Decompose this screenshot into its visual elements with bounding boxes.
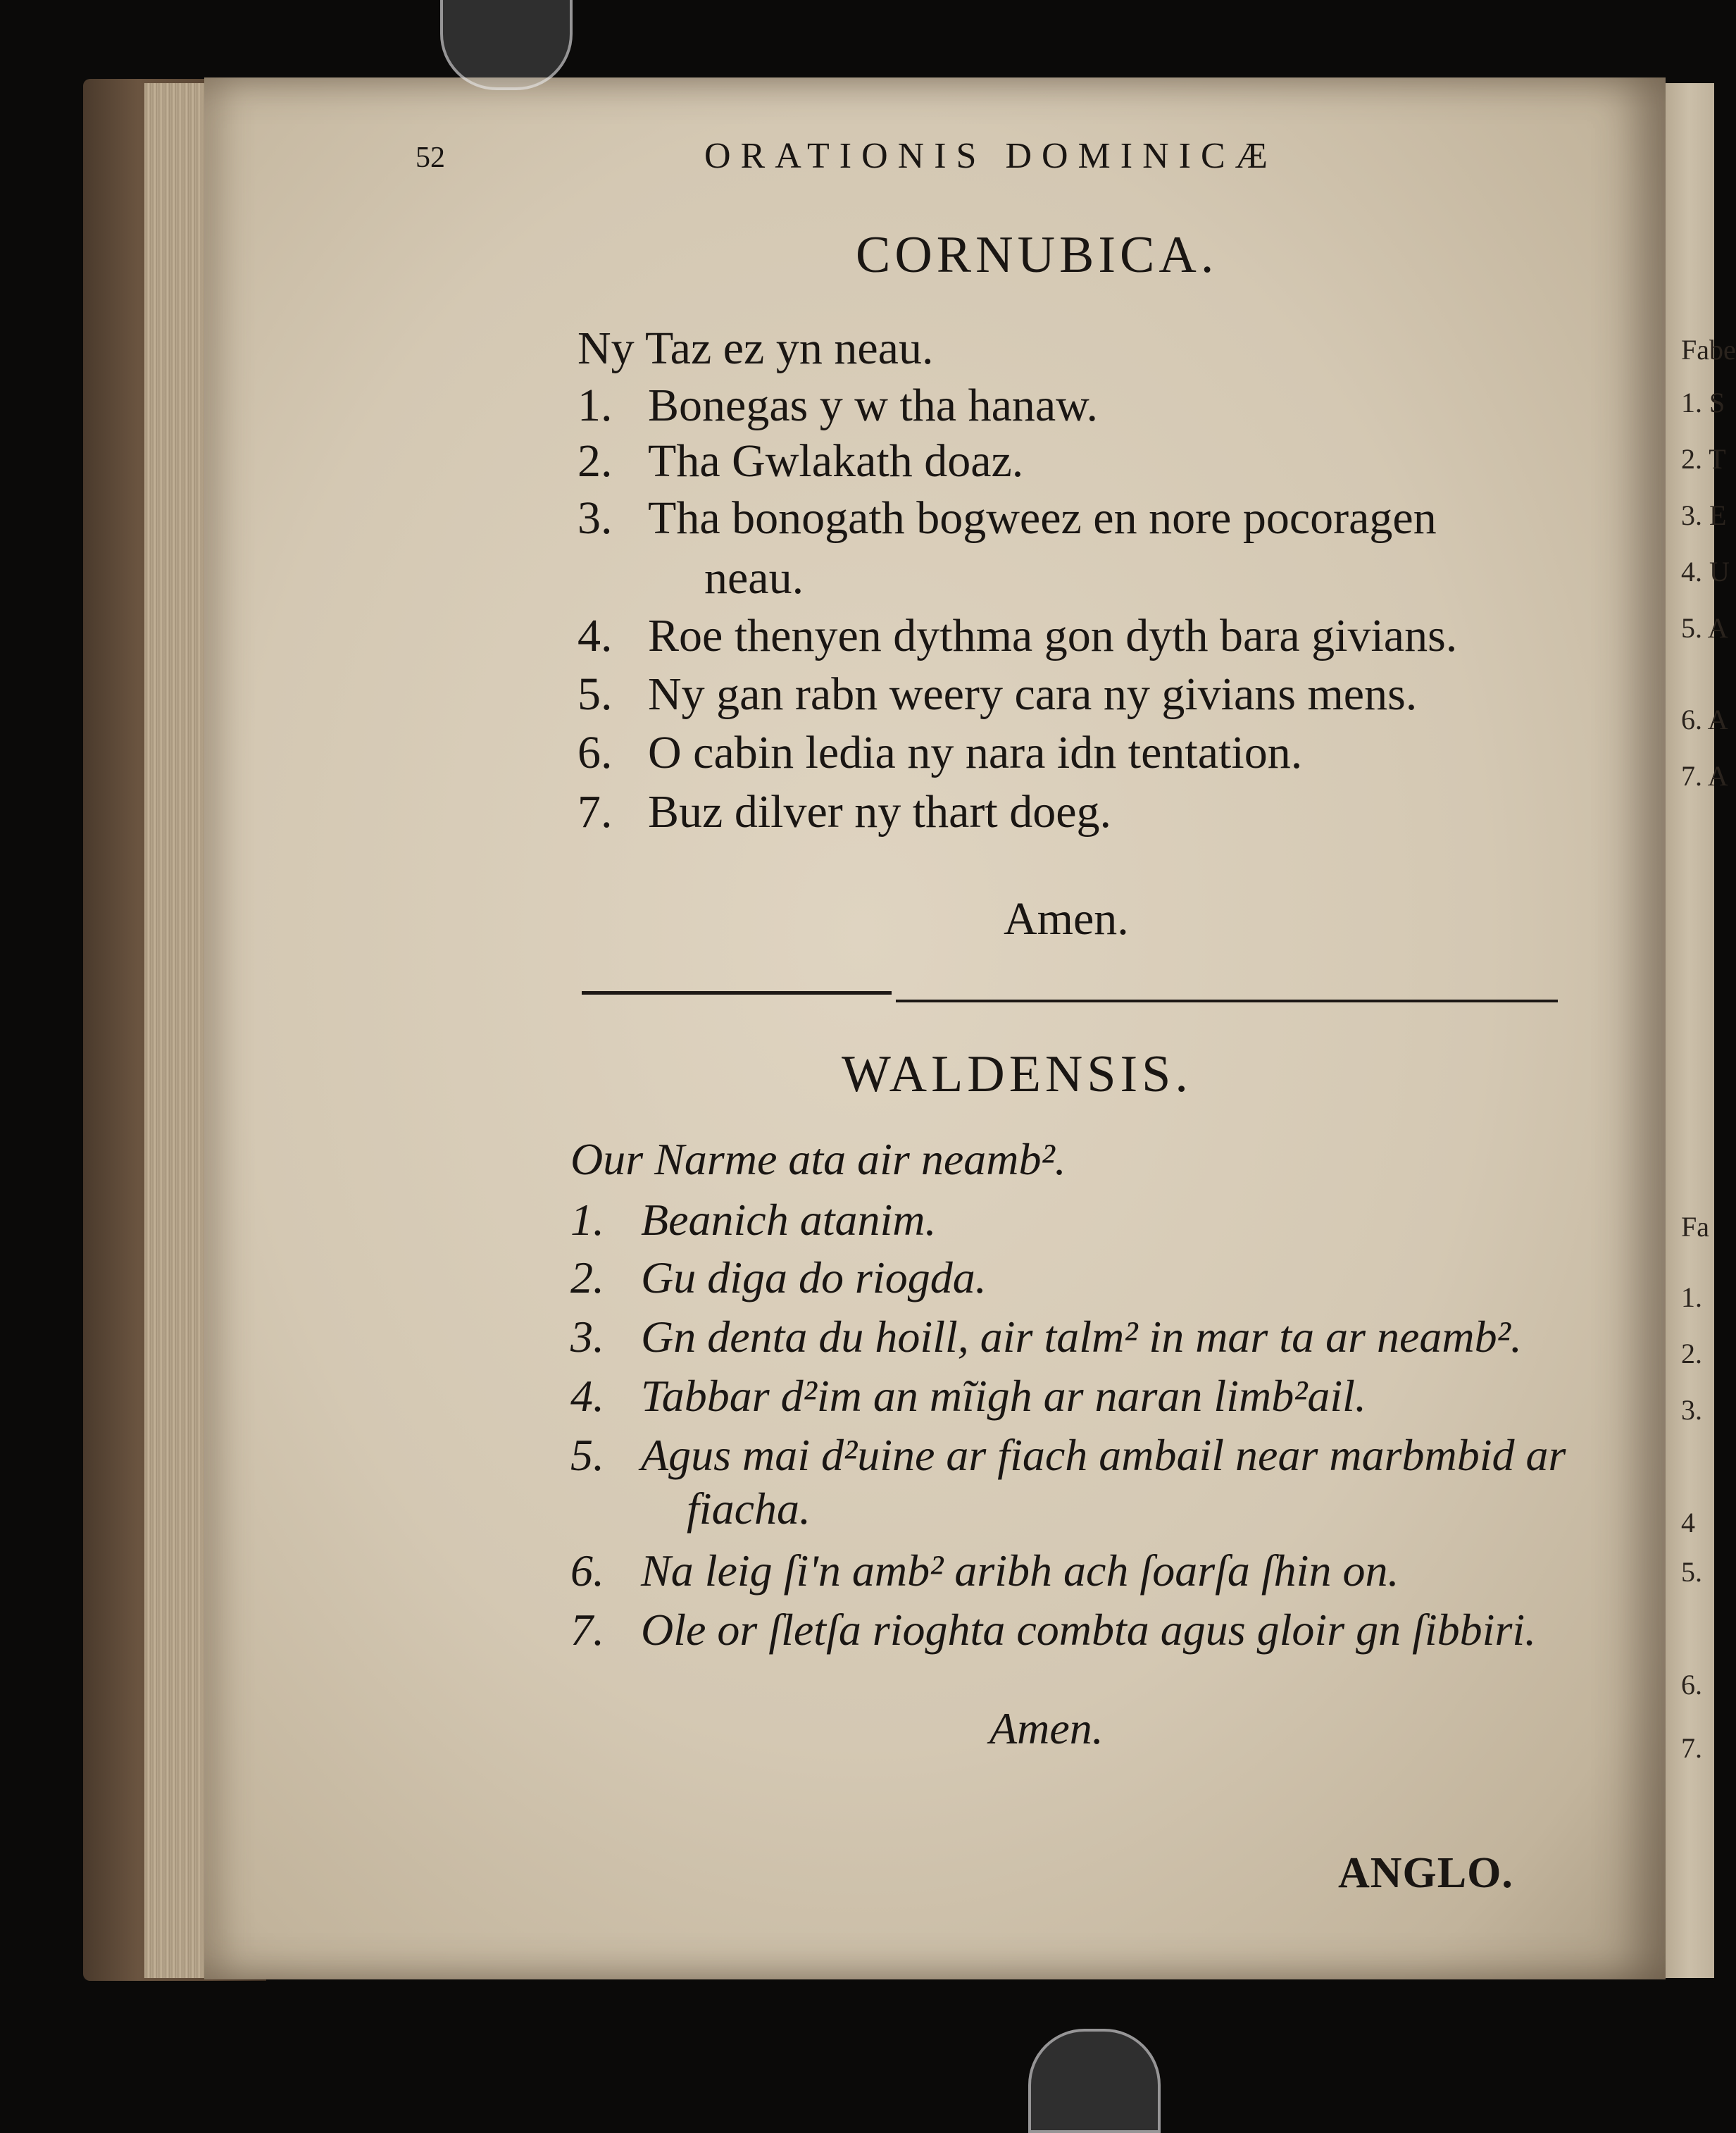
prayer-line <box>577 435 1024 487</box>
prayer-line <box>570 1252 987 1302</box>
line-text: Agus mai d²uine ar fiach ambail near marbmbid ar <box>641 1430 1566 1480</box>
prayer-line <box>570 1314 1522 1360</box>
line-number: 3. <box>570 1312 604 1362</box>
facing-page-fragment: 5. A <box>1681 612 1728 644</box>
prayer-line <box>570 1195 937 1245</box>
line-number: 3. <box>577 492 613 544</box>
prayer-line <box>570 1430 1566 1480</box>
facing-page-fragment: 3. <box>1681 1394 1702 1426</box>
facing-page-fragment: 2. T <box>1681 443 1726 475</box>
amen-cornubica: Amen. <box>1004 893 1129 945</box>
line-number: 1. <box>570 1195 604 1245</box>
facing-page-fragment: 6. A <box>1681 704 1728 735</box>
facing-page-fragment: 5. <box>1681 1556 1702 1588</box>
facing-page-fragment: 4. U <box>1681 556 1730 587</box>
line-number: 5. <box>570 1430 604 1480</box>
page-number: 52 <box>416 142 445 174</box>
prayer-opening: Ny Taz ez yn neau. <box>577 323 934 374</box>
line-text: O cabin ledia ny nara idn tentation. <box>648 727 1303 778</box>
line-text: Gn denta du hoill, air talm² in mar ta ar neamb². <box>641 1312 1522 1362</box>
section-title-cornubica: CORNUBICA. <box>856 226 1218 284</box>
running-title: ORATIONIS DOMINICÆ <box>704 136 1278 176</box>
line-number: 6. <box>570 1546 604 1596</box>
line-text: Bonegas y w tha hanaw. <box>648 380 1099 431</box>
line-number: 4. <box>570 1371 604 1421</box>
line-number: 5. <box>577 668 613 720</box>
line-text: Beanich atanim. <box>641 1195 937 1245</box>
line-number: 4. <box>577 610 613 661</box>
prayer-line <box>577 727 1303 778</box>
prayer-line <box>570 1607 1536 1653</box>
amen-waldensis: Amen. <box>989 1703 1104 1753</box>
prayer-line <box>577 786 1112 838</box>
line-number: 6. <box>577 727 613 778</box>
prayer-line <box>577 610 1458 661</box>
prayer-line <box>577 380 1099 431</box>
prayer-line <box>570 1546 1399 1596</box>
line-number: 7. <box>570 1605 604 1655</box>
section-divider <box>896 1000 1558 1002</box>
prayer-opening: Our Narme ata air neamb². <box>570 1134 1066 1184</box>
facing-page-fragment: 7. A <box>1681 760 1728 792</box>
line-text: Ny gan rabn weery cara ny givians mens. <box>648 668 1418 720</box>
prayer-line-continuation: neau. <box>704 552 804 604</box>
line-text: Tha bonogath bogweez en nore pocoragen <box>648 492 1437 544</box>
line-text: Tabbar d²im an mĩigh ar naran limb²ail. <box>641 1371 1366 1421</box>
line-text: Na leig ſi'n amb² aribh ach ſoarſa ſhin on. <box>641 1546 1399 1596</box>
line-number: 2. <box>570 1252 604 1302</box>
line-number: 7. <box>577 786 613 838</box>
facing-page-fragment: 4 <box>1681 1507 1695 1538</box>
prayer-line <box>577 668 1418 720</box>
line-text: Tha Gwlakath doaz. <box>648 435 1024 487</box>
section-title-waldensis: WALDENSIS. <box>842 1045 1192 1103</box>
line-number: 2. <box>577 435 613 487</box>
book-clip-top <box>440 0 573 90</box>
facing-page-fragment: 3. E <box>1681 499 1727 531</box>
prayer-line <box>570 1371 1366 1421</box>
book-clip-bottom <box>1028 2029 1161 2133</box>
line-text: Ole or ſletſa rioghta combta agus gloir gn ſibbiri. <box>641 1605 1537 1655</box>
line-text: Roe thenyen dythma gon dyth bara givians. <box>648 610 1458 661</box>
facing-page-fragment: 6. <box>1681 1669 1702 1700</box>
catchword: ANGLO. <box>1338 1849 1513 1897</box>
facing-page-fragment: 1. <box>1681 1281 1702 1313</box>
facing-page-fragment: 2. <box>1681 1338 1702 1369</box>
facing-page-fragment: 1. S <box>1681 387 1725 418</box>
facing-page-fragment: Fabe <box>1681 334 1736 366</box>
facing-page-fragment: Fa <box>1681 1211 1709 1243</box>
line-text: Gu diga do riogda. <box>641 1252 987 1302</box>
book-page <box>204 77 1666 1979</box>
facing-page-fragment: 7. <box>1681 1732 1702 1764</box>
line-number: 1. <box>577 380 613 431</box>
section-divider <box>582 991 892 995</box>
line-text: Buz dilver ny thart doeg. <box>648 786 1112 838</box>
prayer-line-continuation: fiacha. <box>687 1484 811 1534</box>
prayer-line <box>577 492 1437 544</box>
